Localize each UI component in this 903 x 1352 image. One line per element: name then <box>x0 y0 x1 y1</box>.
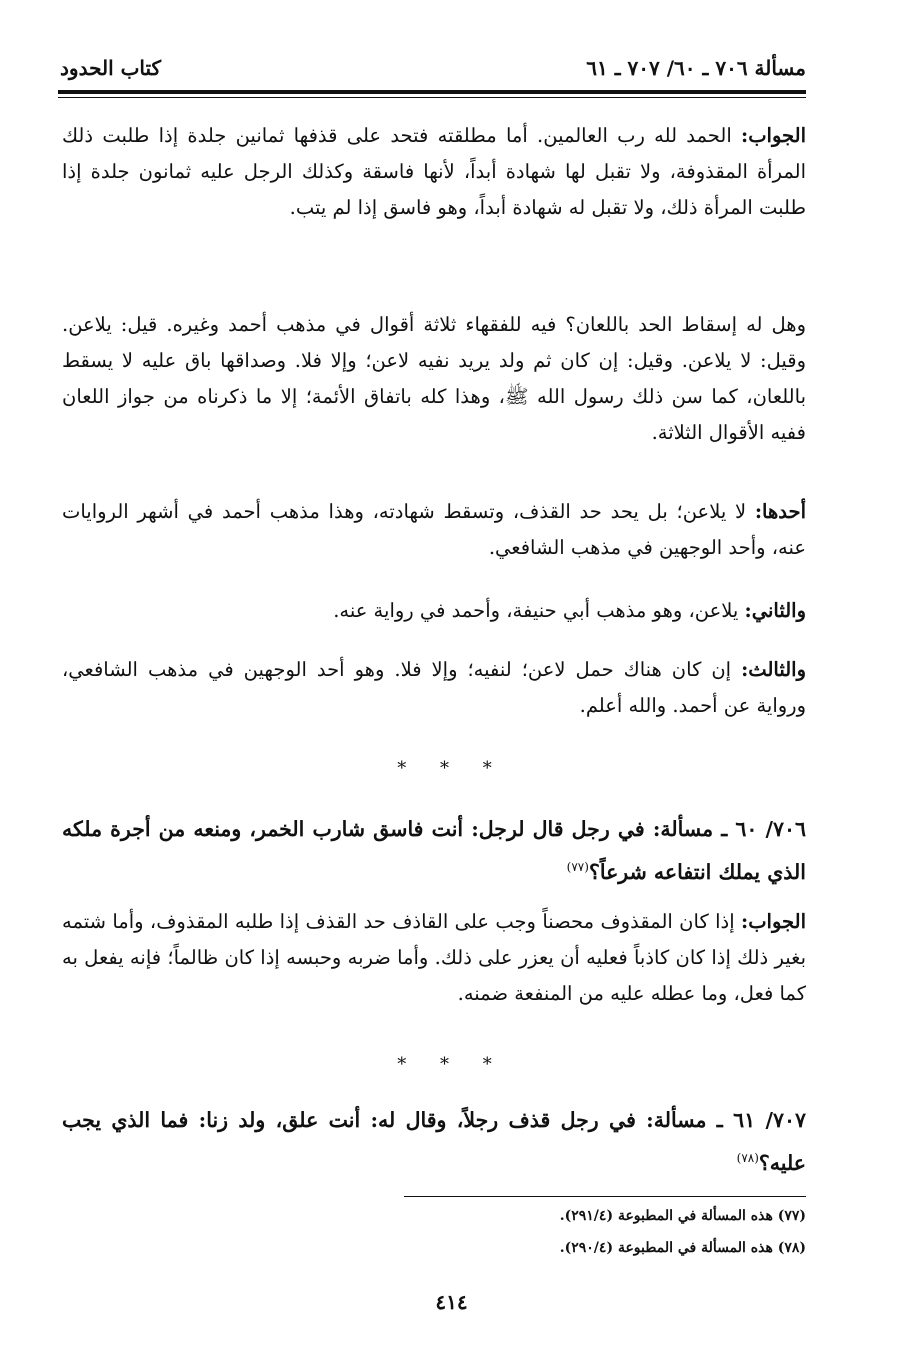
page-number: ٤١٤ <box>435 1290 468 1314</box>
section-separator: * * * <box>397 758 506 779</box>
opinion-third-text: إن كان هناك حمل لاعن؛ لنفيه؛ وإلا فلا. وهو أحد الوجهين في مذهب الشافعي، ورواية عن أحمد. والله أعلم. <box>62 658 806 717</box>
lian-text: وهل له إسقاط الحد باللعان؟ فيه للفقهاء ثلاثة أقوال في مذهب أحمد وغيره. قيل: يلاعن. وقيل: لا يلاعن. وقيل: إن كان ثم ولد يريد نفيه لاعن؛ وإلا فلا. وصداقها باق عليه لا يسقط باللعان، كما سن ذلك رسول الله ﷺ، وهذا كله باتفاق الأئمة؛ إلا ما ذكرناه من جواز اللعان ففيه الأقوال الثلاثة. <box>62 313 806 444</box>
question-707 <box>62 1101 806 1182</box>
section-separator-2: * * * <box>397 1054 506 1075</box>
footnote-77: (٧٧) هذه المسألة في المطبوعة (٢٩١/٤). <box>559 1208 806 1224</box>
question-706-text: ٧٠٦/ ٦٠ ـ مسألة: في رجل قال لرجل: أنت فاسق شارب الخمر، ومنعه من أجرة ملكه الذي يملك انتفاعه شرعاً؟ <box>62 817 807 884</box>
opinion-first-paragraph <box>62 494 806 566</box>
question-707-text: ٧٠٧/ ٦١ ـ مسألة: في رجل قذف رجلاً، وقال له: أنت علق، ولد زنا: فما الذي يجب عليه؟ <box>62 1108 806 1175</box>
running-header-title: مسألة ٧٠٦ ـ ٦٠/ ٧٠٧ ـ ٦١ <box>586 56 806 80</box>
answer-paragraph-1 <box>62 118 806 226</box>
opinion-first-label: أحدها: <box>754 500 806 523</box>
running-header-book: كتاب الحدود <box>60 56 162 80</box>
opinion-third-paragraph <box>62 652 806 724</box>
opinion-second-text: يلاعن، وهو مذهب أبي حنيفة، وأحمد في رواية عنه. <box>333 599 745 622</box>
footnote-78: (٧٨) هذه المسألة في المطبوعة (٢٩٠/٤). <box>559 1240 806 1256</box>
opinion-second-label: والثاني: <box>744 599 806 622</box>
answer-label: الجواب: <box>741 124 806 147</box>
footnote-rule <box>404 1196 806 1197</box>
opinion-first-text: لا يلاعن؛ بل يحد حد القذف، وتسقط شهادته، وهذا مذهب أحمد في أشهر الروايات عنه، وأحد الوجهين في مذهب الشافعي. <box>62 500 806 559</box>
answer-text-2: إذا كان المقذوف محصناً وجب على القاذف حد القذف إذا طلبه المقذوف، وأما شتمه بغير ذلك إذا كان كاذباً فعليه أن يعزر على ذلك. وأما ضربه وحبسه إذا كان ظالماً؛ فإنه يفعل به كما فعل، وما عطله عليه من المنفعة ضمنه. <box>62 910 806 1005</box>
header-rule-thick <box>58 90 806 94</box>
answer-paragraph-2 <box>62 904 806 1012</box>
footnote-ref-77: (٧٧) <box>566 860 589 874</box>
lian-paragraph <box>62 307 806 451</box>
answer-label-2: الجواب: <box>741 910 806 933</box>
footnote-ref-78: (٧٨) <box>736 1151 759 1165</box>
question-706 <box>62 810 806 891</box>
opinion-third-label: والثالث: <box>741 658 806 681</box>
opinion-second-paragraph <box>62 593 806 629</box>
answer-text: الحمد لله رب العالمين. أما مطلقته فتحد على قذفها ثمانين جلدة إذا طلبت ذلك المرأة المقذوفة، ولا تقبل لها شهادة أبداً، لأنها فاسقة وكذلك الرجل عليه ثمانون جلدة إذا طلبت المرأة ذلك، ولا تقبل له شهادة أبداً، وهو فاسق إذا لم يتب. <box>62 124 806 219</box>
header-rule-thin <box>58 97 806 98</box>
